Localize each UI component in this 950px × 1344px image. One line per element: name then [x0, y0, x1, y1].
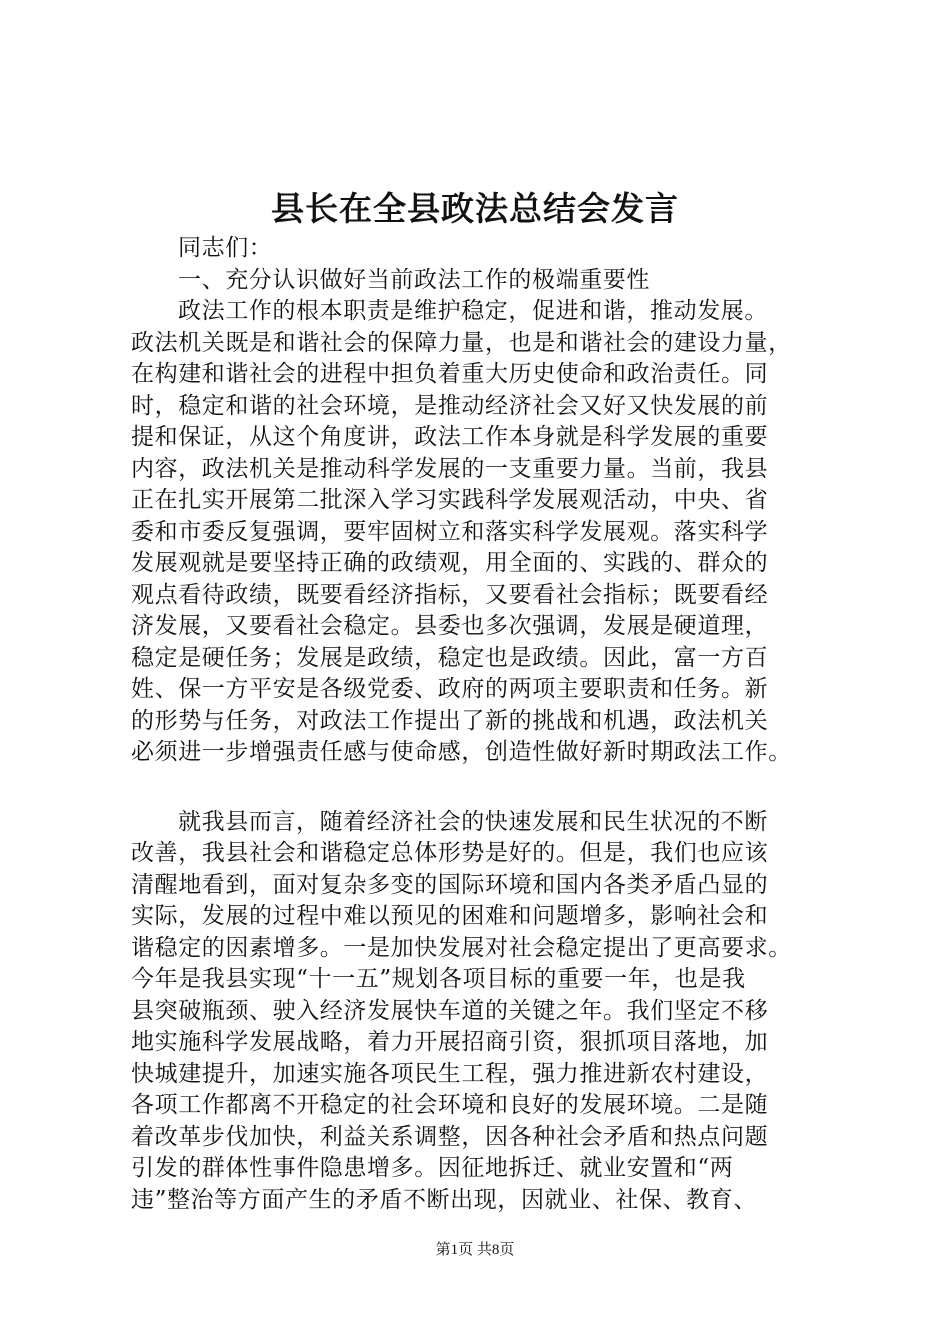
paragraph-line: 县突破瓶颈、驶入经济发展快车道的关键之年。我们坚定不移	[131, 997, 769, 1024]
salutation: 同志们：	[178, 235, 273, 261]
paragraph-2	[131, 807, 831, 1217]
paragraph-line: 正在扎实开展第二批深入学习实践科学发展观活动，中央、省	[131, 487, 769, 513]
paragraph-line: 委和市委反复强调，要牢固树立和落实科学发展观。落实科学	[131, 518, 769, 545]
page-footer: 第1页 共8页	[435, 1242, 515, 1258]
paragraph-line: 必须进一步增强责任感与使命感，创造性做好新时期政法工作。	[131, 739, 792, 765]
paragraph-1	[131, 296, 831, 769]
document-body	[131, 233, 831, 1216]
paragraph-line: 各项工作都离不开稳定的社会环境和良好的发展环境。二是随	[131, 1092, 769, 1118]
paragraph-line: 地实施科学发展战略，着力开展招商引资，狠抓项目落地，加	[131, 1029, 769, 1055]
paragraph-line: 就我县而言，随着经济社会的快速发展和民生状况的不断	[178, 808, 768, 835]
paragraph-line: 发展观就是要坚持正确的政绩观，用全面的、实践的、群众的	[131, 550, 769, 576]
paragraph-line: 姓、保一方平安是各级党委、政府的两项主要职责和任务。新	[131, 676, 769, 702]
paragraph-line: 政法工作的根本职责是维护稳定，促进和谐，推动发展。	[178, 298, 768, 324]
paragraph-line: 政法机关既是和谐社会的保障力量，也是和谐社会的建设力量，	[131, 329, 792, 356]
paragraph-line: 实际，发展的过程中难以预见的困难和问题增多，影响社会和	[131, 903, 769, 929]
paragraph-line: 着改革步伐加快，利益关系调整，因各种社会矛盾和热点问题	[131, 1123, 769, 1150]
paragraph-line: 谐稳定的因素增多。一是加快发展对社会稳定提出了更高要求。	[131, 934, 792, 961]
paragraph-line: 在构建和谐社会的进程中担负着重大历史使命和政治责任。同	[131, 361, 769, 387]
paragraph-line: 稳定是硬任务；发展是政绩，稳定也是政绩。因此，富一方百	[131, 644, 769, 671]
paragraph-line: 今年是我县实现“十一五”规划各项目标的重要一年，也是我	[131, 966, 746, 992]
paragraph-line: 改善，我县社会和谐稳定总体形势是好的。但是，我们也应该	[131, 840, 769, 866]
paragraph-line: 内容，政法机关是推动科学发展的一支重要力量。当前，我县	[131, 455, 769, 482]
paragraph-line: 清醒地看到，面对复杂多变的国际环境和国内各类矛盾凸显的	[131, 871, 769, 898]
paragraph-line: 提和保证，从这个角度讲，政法工作本身就是科学发展的重要	[131, 424, 769, 450]
paragraph-line: 时，稳定和谐的社会环境，是推动经济社会又好又快发展的前	[131, 392, 769, 419]
paragraph-line: 观点看待政绩，既要看经济指标，又要看社会指标；既要看经	[131, 581, 769, 608]
paragraph-line: 引发的群体性事件隐患增多。因征地拆迁、就业安置和“两	[131, 1155, 734, 1181]
paragraph-line: 快城建提升，加速实施各项民生工程，强力推进新农村建设，	[131, 1060, 769, 1087]
paragraph-line: 违”整治等方面产生的矛盾不断出现，因就业、社保、教育、	[131, 1186, 757, 1213]
paragraph-line: 的形势与任务，对政法工作提出了新的挑战和机遇，政法机关	[131, 707, 769, 734]
section-heading: 一、充分认识做好当前政法工作的极端重要性	[178, 266, 650, 293]
document-title: 县长在全县政法总结会发言	[271, 189, 679, 228]
paragraph-line: 济发展，又要看社会稳定。县委也多次强调，发展是硬道理，	[131, 613, 769, 639]
paragraph-gap	[131, 769, 831, 807]
